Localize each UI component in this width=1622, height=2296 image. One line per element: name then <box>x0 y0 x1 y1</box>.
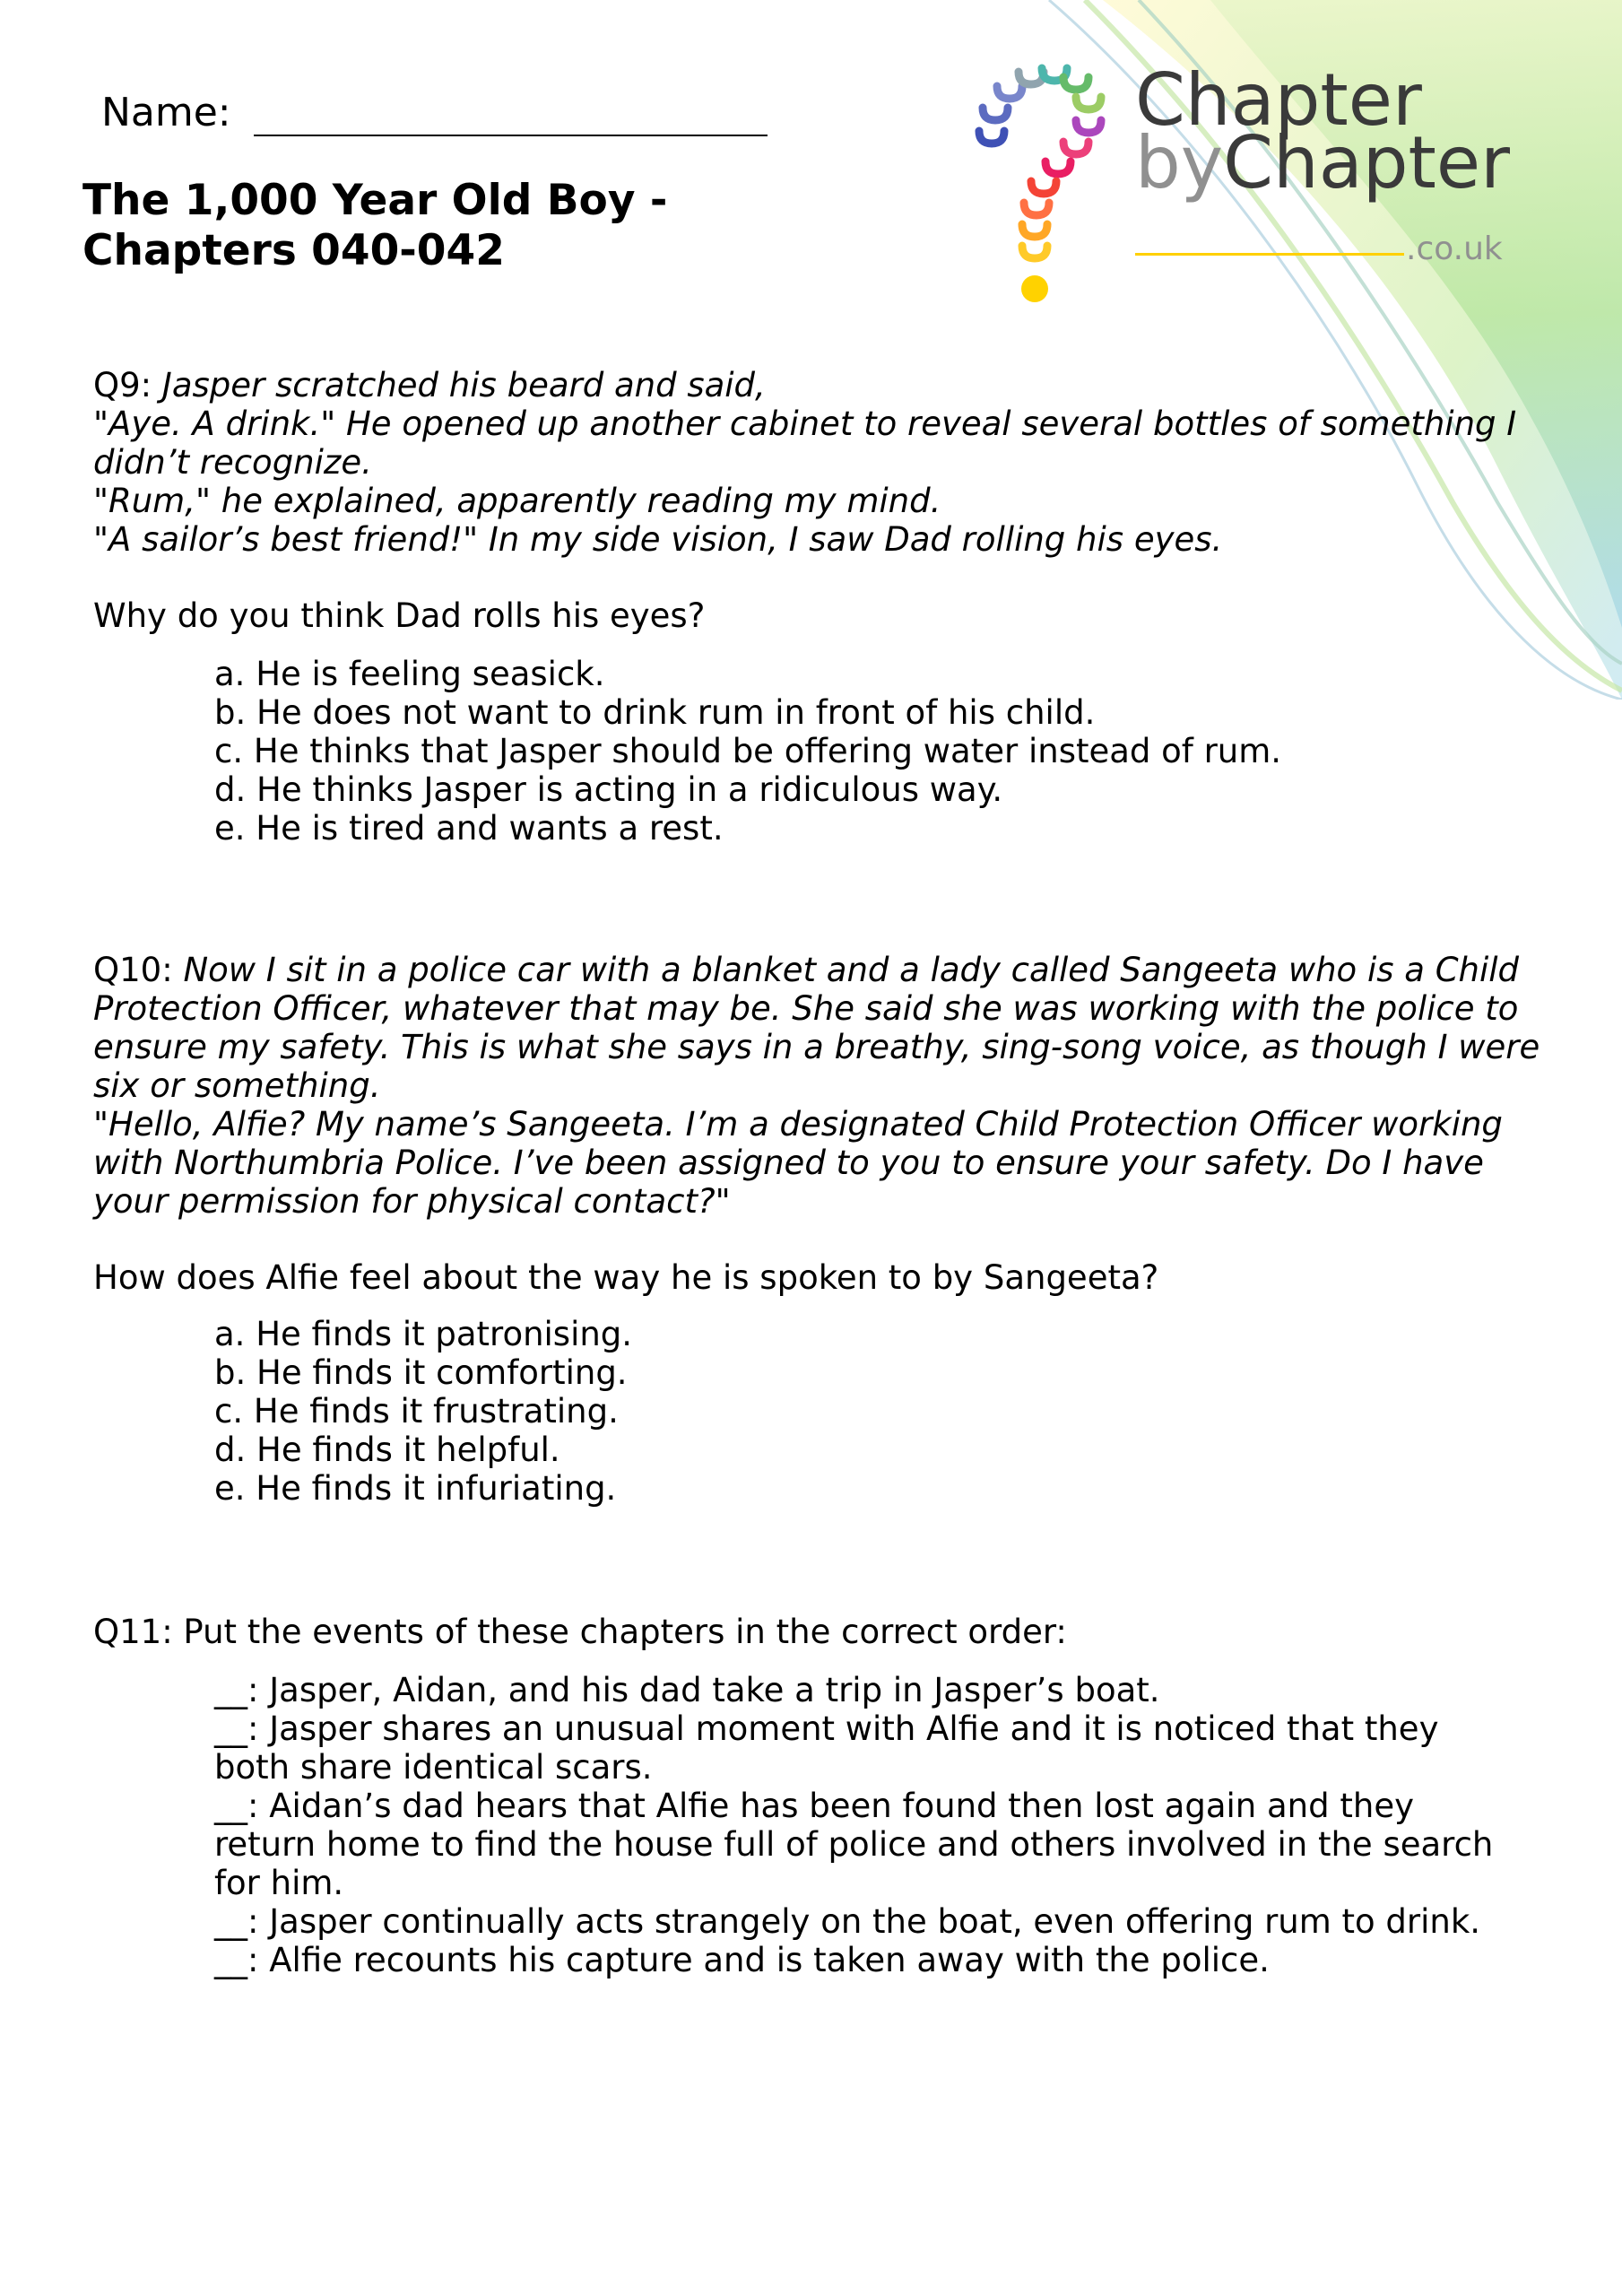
q10-option-c[interactable]: c. He finds it frustrating. <box>214 1392 619 1431</box>
q10-passage-line: Now I sit in a police car with a blanket and a lady called Sangeeta who is a Child <box>183 951 1520 989</box>
q9-passage-line: Jasper scratched his beard and said, <box>161 366 766 404</box>
q9-passage-line: "Aye. A drink." He opened up another cabinet to reveal several bottles of something I <box>93 404 1517 443</box>
title-line-1: The 1,000 Year Old Boy - <box>82 176 668 225</box>
q9-option-e[interactable]: e. He is tired and wants a rest. <box>214 809 724 848</box>
logo-domain-suffix: .co.uk <box>1406 230 1503 267</box>
q11-events <box>214 1671 1505 1979</box>
q10-passage-line: Protection Officer, whatever that may be. She said she was working with the police to <box>93 989 1519 1028</box>
title-line-2: Chapters 040-042 <box>82 226 505 275</box>
q11-event[interactable]: __: Jasper continually acts strangely on the boat, even offering rum to drink. <box>214 1902 1481 1941</box>
q9-passage-line: didn’t recognize. <box>93 443 372 482</box>
q9-option-d[interactable]: d. He thinks Jasper is acting in a ridiculous way. <box>214 770 1003 809</box>
question-mark-books-icon <box>959 54 1121 314</box>
q11-event[interactable]: __: Jasper shares an unusual moment with Alfie and it is noticed that they both share identical scars. <box>214 1709 1439 1787</box>
q10-passage-line: your permission for physical contact?" <box>93 1182 731 1221</box>
worksheet-title <box>82 176 889 276</box>
q10-option-b[interactable]: b. He finds it comforting. <box>214 1353 628 1392</box>
q11-event[interactable]: __: Alfie recounts his capture and is taken away with the police. <box>214 1941 1270 1979</box>
name-label: Name: <box>101 90 231 135</box>
q9-option-b[interactable]: b. He does not want to drink rum in front of his child. <box>214 693 1096 732</box>
logo-word-chapter-2: Chapter <box>1223 121 1510 204</box>
q10-label: Q10: <box>93 951 173 989</box>
name-fill-line[interactable] <box>254 135 768 136</box>
q10-options <box>214 1315 1541 1508</box>
logo-underline <box>1135 253 1404 256</box>
q11-event[interactable]: __: Jasper, Aidan, and his dad take a trip in Jasper’s boat. <box>214 1671 1160 1709</box>
q10-passage-line: ensure my safety. This is what she says in a breathy, sing-song voice, as though I were <box>93 1028 1540 1066</box>
q10-passage-line: "Hello, Alfie? My name’s Sangeeta. I’m a designated Child Protection Officer working <box>93 1105 1503 1144</box>
q10-question: How does Alfie feel about the way he is spoken to by Sangeeta? <box>93 1258 1159 1297</box>
logo-word-bychapter <box>1135 121 1510 204</box>
q9-passage <box>93 366 1546 559</box>
q11-question: Q11: Put the events of these chapters in the correct order: <box>93 1613 1067 1651</box>
q9-option-a[interactable]: a. He is feeling seasick. <box>214 655 605 693</box>
q9-passage-line: "Rum," he explained, apparently reading my mind. <box>93 482 941 520</box>
q10-passage-line: with Northumbria Police. I’ve been assigned to you to ensure your safety. Do I have <box>93 1144 1484 1182</box>
q11-event[interactable]: __: Aidan’s dad hears that Alfie has been found then lost again and they return home to find the house full of police and others involved in the search for him. <box>214 1787 1494 1902</box>
logo-word-by: by <box>1135 121 1224 204</box>
q9-option-c[interactable]: c. He thinks that Jasper should be offering water instead of rum. <box>214 732 1282 770</box>
chapter-by-chapter-logo <box>959 54 1533 314</box>
q9-question: Why do you think Dad rolls his eyes? <box>93 596 706 635</box>
q10-option-a[interactable]: a. He finds it patronising. <box>214 1315 633 1353</box>
q10-option-e[interactable]: e. He finds it infuriating. <box>214 1469 617 1508</box>
q10-passage-line: six or something. <box>93 1066 381 1105</box>
q10-option-d[interactable]: d. He finds it helpful. <box>214 1431 560 1469</box>
q10-passage <box>93 951 1546 1221</box>
q9-passage-line: "A sailor’s best friend!" In my side vision, I saw Dad rolling his eyes. <box>93 520 1223 559</box>
logo-word-chapter: Chapter <box>1135 58 1422 142</box>
q9-label: Q9: <box>93 366 152 404</box>
q9-options <box>214 655 1541 848</box>
